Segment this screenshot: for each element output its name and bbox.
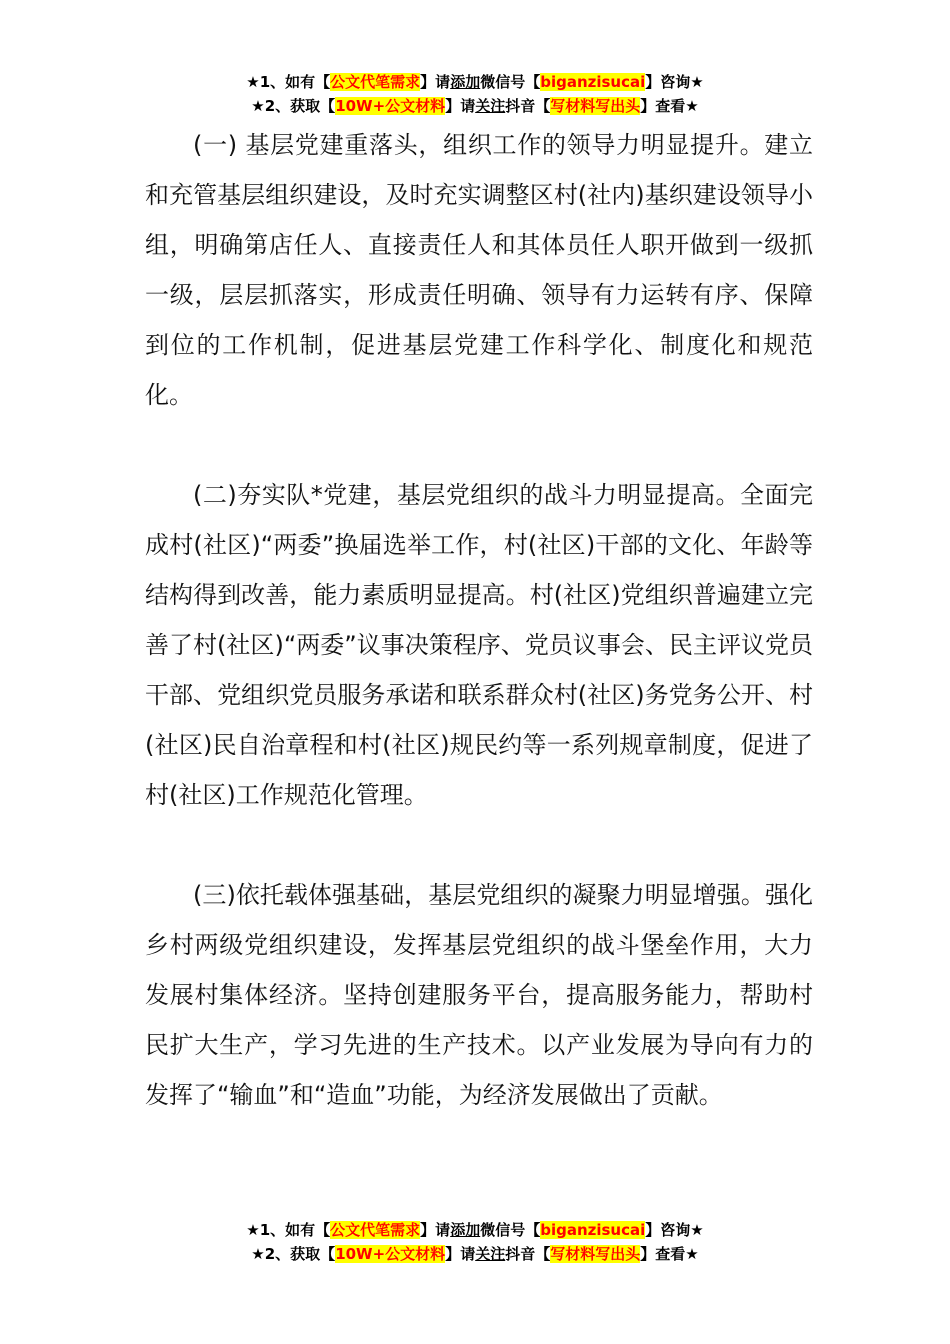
banner-text: 】查看★ xyxy=(640,97,699,115)
banner-line-1 xyxy=(0,70,950,94)
materials-highlight: 10W+公文材料 xyxy=(335,1245,446,1263)
banner-text: 】查看★ xyxy=(640,1245,699,1263)
banner-text: ★1、如有【 xyxy=(246,73,331,91)
banner-text: 】咨询★ xyxy=(645,73,704,91)
paragraph-3: (三)依托载体强基础，基层党组织的凝聚力明显增强。强化乡村两级党组织建设，发挥基层党组织的战斗堡垒作用，大力发展村集体经济。坚持创建服务平台，提高服务能力，帮助村民扩大生产，学习先进的生产技术。以产业发展为导向有力的发挥了“输血”和“造血”功能，为经济发展做出了贡献。 xyxy=(145,881,813,1109)
wechat-id: biganzisucai xyxy=(540,73,646,91)
materials-highlight: 10W+公文材料 xyxy=(335,97,446,115)
wechat-id: biganzisucai xyxy=(540,1221,646,1239)
banner-text: ★2、获取【 xyxy=(251,1245,336,1263)
banner-text: 】请 xyxy=(420,73,451,91)
banner-text: 抖音【 xyxy=(505,97,551,115)
banner-line-2 xyxy=(0,1242,950,1266)
banner-text: ★1、如有【 xyxy=(246,1221,331,1239)
paragraph-2: (二)夯实队*党建，基层党组织的战斗力明显提高。全面完成村(社区)“两委”换届选举工作，村(社区)干部的文化、年龄等结构得到改善，能力素质明显提高。村(社区)党组织普遍建立完善了村(社区)“两委”议事决策程序、党员议事会、民主评议党员干部、党组织党员服务承诺和联系群众村(社区)务党务公开、村(社区)民自治章程和村(社区)规民约等一系列规章制度，促进了村(社区)工作规范化管理。 xyxy=(145,481,813,809)
service-highlight: 公文代笔需求 xyxy=(330,73,421,91)
top-banner xyxy=(0,70,950,118)
banner-text: 】请 xyxy=(420,1221,451,1239)
douyin-account: 写材料写出头 xyxy=(550,1245,641,1263)
add-emphasis: 添加 xyxy=(450,1221,481,1239)
follow-emphasis: 关注 xyxy=(475,1245,506,1263)
banner-text: 】咨询★ xyxy=(645,1221,704,1239)
banner-text: 】请 xyxy=(445,1245,476,1263)
banner-text: 抖音【 xyxy=(505,1245,551,1263)
banner-line-2 xyxy=(0,94,950,118)
douyin-account: 写材料写出头 xyxy=(550,97,641,115)
follow-emphasis: 关注 xyxy=(475,97,506,115)
document-body xyxy=(145,120,813,1120)
service-highlight: 公文代笔需求 xyxy=(330,1221,421,1239)
banner-text: ★2、获取【 xyxy=(251,97,336,115)
add-emphasis: 添加 xyxy=(450,73,481,91)
banner-line-1 xyxy=(0,1218,950,1242)
paragraph-1: (一) 基层党建重落头，组织工作的领导力明显提升。建立和充管基层组织建设，及时充实调整区村(社内)基织建设领导小组，明确第店任人、直接责任人和其体员任人职开做到一级抓一级，层层抓落实，形成责任明确、领导有力运转有序、保障到位的工作机制，促进基层党建工作科学化、制度化和规范化。 xyxy=(145,131,813,409)
banner-text: 微信号【 xyxy=(480,1221,541,1239)
bottom-banner xyxy=(0,1218,950,1266)
banner-text: 微信号【 xyxy=(480,73,541,91)
banner-text: 】请 xyxy=(445,97,476,115)
